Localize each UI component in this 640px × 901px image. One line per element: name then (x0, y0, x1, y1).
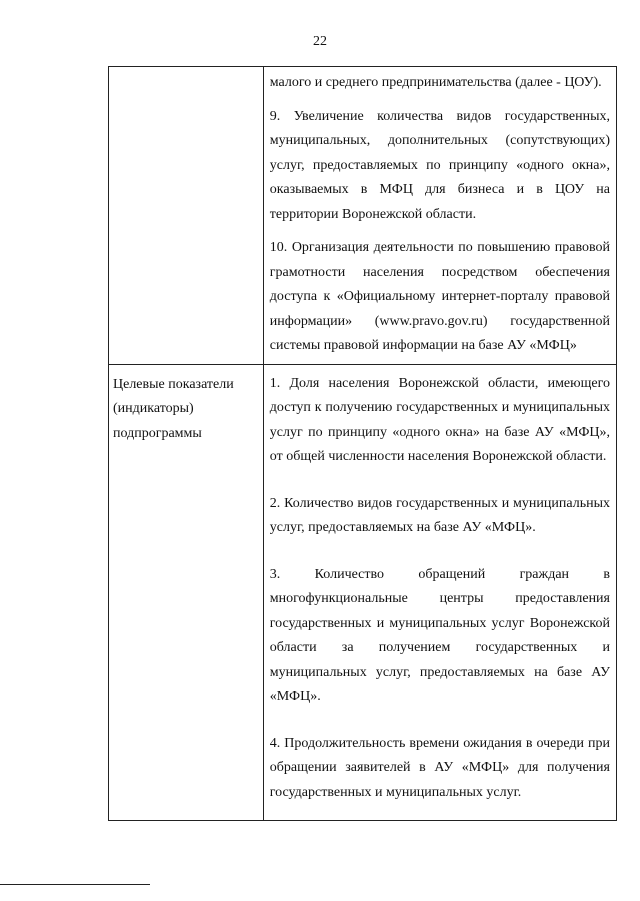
paragraph: малого и среднего предпринимательства (далее - ЦОУ). (269, 75, 602, 90)
paragraph: 9. Увеличение количества видов государственных, муниципальных, дополнительных (сопутствующих) услуг, предоставляемых по принципу «одного окна», оказываемых в МФЦ для бизнеса и в ЦОУ на территории Воронежской области. (269, 108, 610, 222)
table-row (109, 364, 617, 821)
row-label (109, 67, 263, 75)
row-label-cell (109, 364, 264, 821)
row-content-cell (263, 364, 616, 821)
row-content-cell (263, 67, 616, 365)
paragraph: 2. Количество видов государственных и муниципальных услуг, предоставляемых на базе АУ «МФЦ». (269, 495, 610, 535)
program-table (108, 66, 617, 821)
page-number: 22 (313, 34, 327, 49)
footnote-divider (0, 884, 150, 885)
table-row (109, 67, 617, 365)
row-label-cell (109, 67, 264, 365)
paragraph: 1. Доля населения Воронежской области, имеющего доступ к получению государственных и муниципальных услуг по принципу «одного окна» на базе АУ «МФЦ», от общей численности населения Воронежской области. (269, 375, 610, 464)
paragraph: 4. Продолжительность времени ожидания в очереди при обращении заявителей в АУ «МФЦ» для получения государственных и муниципальных услуг. (269, 735, 610, 800)
row-label: Целевые показатели (индикаторы) подпрограммы (113, 376, 234, 441)
paragraph: 10. Организация деятельности по повышению правовой грамотности населения посредством обеспечения доступа к «Официальному интернет-порталу правовой информации» (www.pravo.gov.ru) государственной системы правовой информации на базе АУ «МФЦ» (269, 240, 610, 353)
paragraph: 3. Количество обращений граждан в многофункциональные центры предоставления государственных и муниципальных услуг Воронежской области за получением государственных и муниципальных услуг, предоставляемых на базе АУ «МФЦ». (269, 566, 610, 704)
